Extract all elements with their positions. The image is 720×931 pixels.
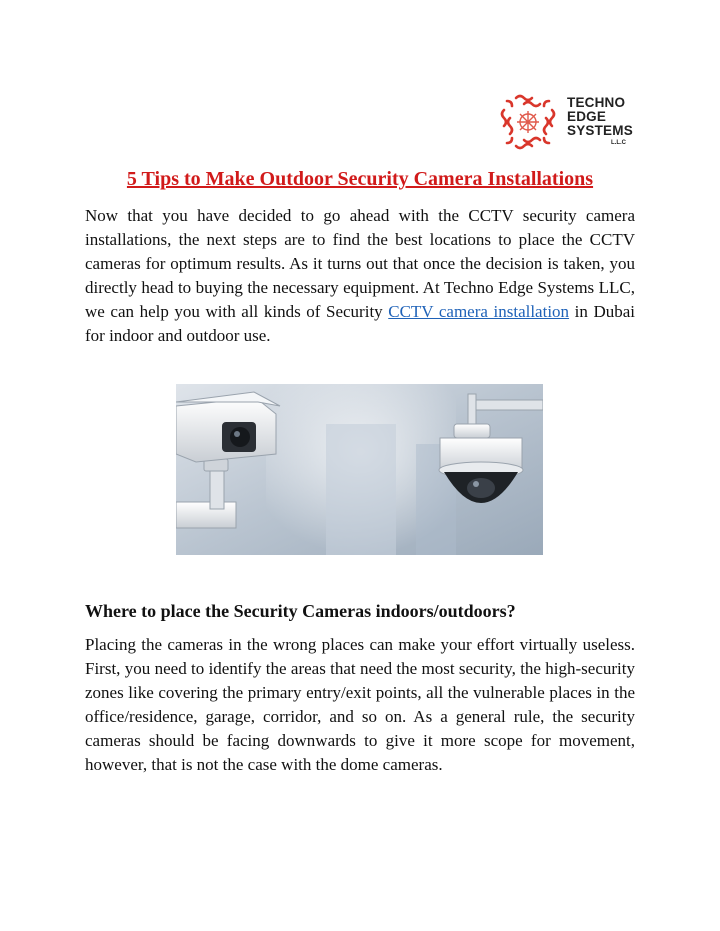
intro-paragraph [85, 204, 635, 348]
logo-suffix: L.L.C [611, 140, 626, 146]
cctv-installation-link[interactable]: CCTV camera installation [388, 302, 570, 321]
page-title: 5 Tips to Make Outdoor Security Camera Installations [126, 168, 594, 190]
section-heading: Where to place the Security Cameras indoors/outdoors? [85, 601, 516, 621]
intro-after-text: in Dubai for indoor and outdoor use. [85, 302, 635, 345]
logo-wordmark [567, 96, 633, 138]
section-paragraph: Placing the cameras in the wrong places can make your effort virtually useless. First, you need to identify the areas that need the most security, the high-security zones like covering the primary entry/exit points, all the vulnerable places in the office/residence, garage, corridor, and so on. As a general rule, the security cameras should be facing downwards to give it more scope for movement, however, that is not the case with the dome cameras. [85, 635, 635, 774]
cctv-cameras-photo [176, 384, 543, 555]
logo-mark-icon [498, 92, 558, 152]
intro-text: Now that you have decided to go ahead with the CCTV security camera installations, the next steps are to find the best locations to place the CCTV cameras for optimum results. As it turns out that once the decision is taken, you directly head to buying the necessary equipment. At Techno Edge Systems LLC, we can help you with all kinds of Security [85, 206, 635, 321]
logo-line-1: TECHNO [567, 95, 626, 110]
logo-line-2: EDGE [567, 109, 607, 124]
camera-photo-icon [176, 384, 543, 555]
company-logo [498, 92, 638, 154]
logo-line-3: SYSTEMS [567, 123, 633, 138]
